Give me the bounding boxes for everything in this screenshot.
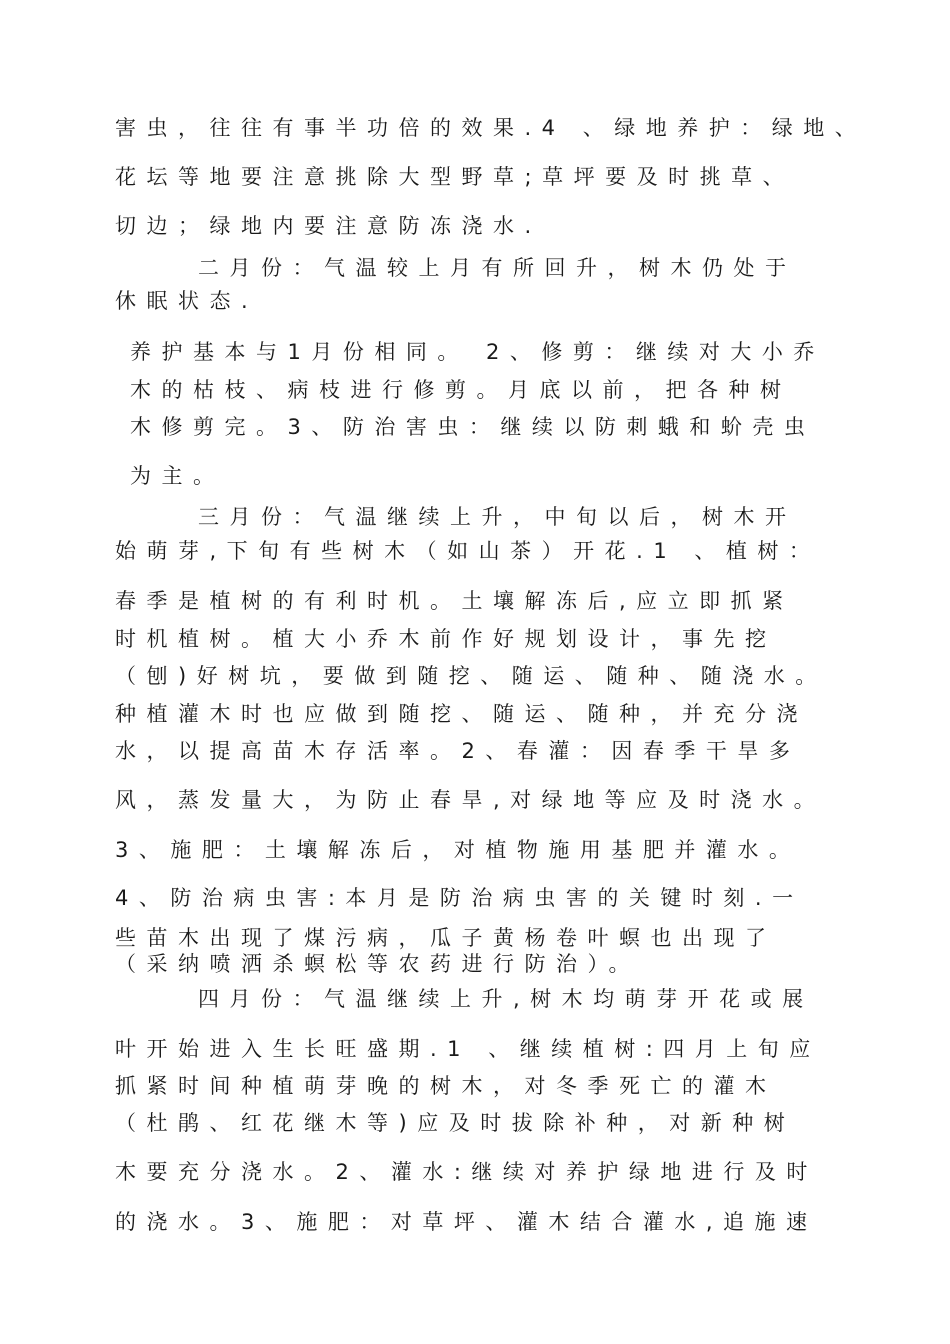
text-line: 为主。 (130, 464, 225, 488)
text-line: （杜鹃、红花继木等)应及时拔除补种，对新种树 (115, 1111, 796, 1135)
text-line: 花坛等地要注意挑除大型野草;草坪要及时挑草、 (115, 165, 795, 189)
text-line: 风，蒸发量大，为防止春旱,对绿地等应及时浇水。 (115, 788, 826, 812)
text-line: 种植灌木时也应做到随挖、随运、随种，并充分浇 (115, 702, 808, 726)
text-line: （刨)好树坑，要做到随挖、随运、随种、随浇水。 (115, 664, 827, 688)
text-line: 切边；绿地内要注意防冻浇水. (115, 214, 542, 238)
text-line: 水，以提高苗木存活率。2、春灌：因春季干旱多 (115, 739, 801, 763)
text-line: 害虫，往往有事半功倍的效果.4 、绿地养护：绿地、 (115, 116, 867, 140)
text-line: 的浇水。3、施肥：对草坪、灌木结合灌水,追施速 (115, 1210, 818, 1234)
text-line: 些苗木出现了煤污病，瓜子黄杨卷叶螟也出现了 (115, 926, 777, 950)
text-line: 二月份：气温较上月有所回升，树木仍处于 (198, 256, 797, 280)
text-line: 叶开始进入生长旺盛期.1 、继续植树:四月上旬应 (115, 1037, 821, 1061)
text-line: 时机植树。植大小乔木前作好规划设计，事先挖 (115, 627, 777, 651)
text-line: 抓紧时间种植萌芽晚的树木，对冬季死亡的灌木 (115, 1074, 777, 1098)
text-line: 四月份：气温继续上升,树木均萌芽开花或展 (198, 987, 814, 1011)
text-line: 三月份：气温继续上升，中旬以后，树木开 (198, 505, 797, 529)
text-line: 休眠状态. (115, 289, 259, 313)
text-line: 春季是植树的有利时机。土壤解冻后,应立即抓紧 (115, 589, 794, 613)
text-line: 木修剪完。3、防治害虫：继续以防刺蛾和蚧壳虫 (130, 415, 816, 439)
text-line: 木要充分浇水。2、灌水:继续对养护绿地进行及时 (115, 1160, 818, 1184)
text-line: 3、施肥：土壤解冻后，对植物施用基肥并灌水。 (115, 838, 801, 862)
text-line: （采纳喷洒杀螟松等农药进行防治）。 (115, 952, 640, 976)
text-line: 木的枯枝、病枝进行修剪。月底以前，把各种树 (130, 378, 792, 402)
text-line: 始萌芽,下旬有些树木（如山茶）开花.1 、植树： (115, 539, 821, 563)
text-line: 4、防治病虫害:本月是防治病虫害的关键时刻.一 (115, 886, 804, 910)
text-line: 养护基本与1月份相同。 2、修剪：继续对大小乔 (130, 340, 825, 364)
